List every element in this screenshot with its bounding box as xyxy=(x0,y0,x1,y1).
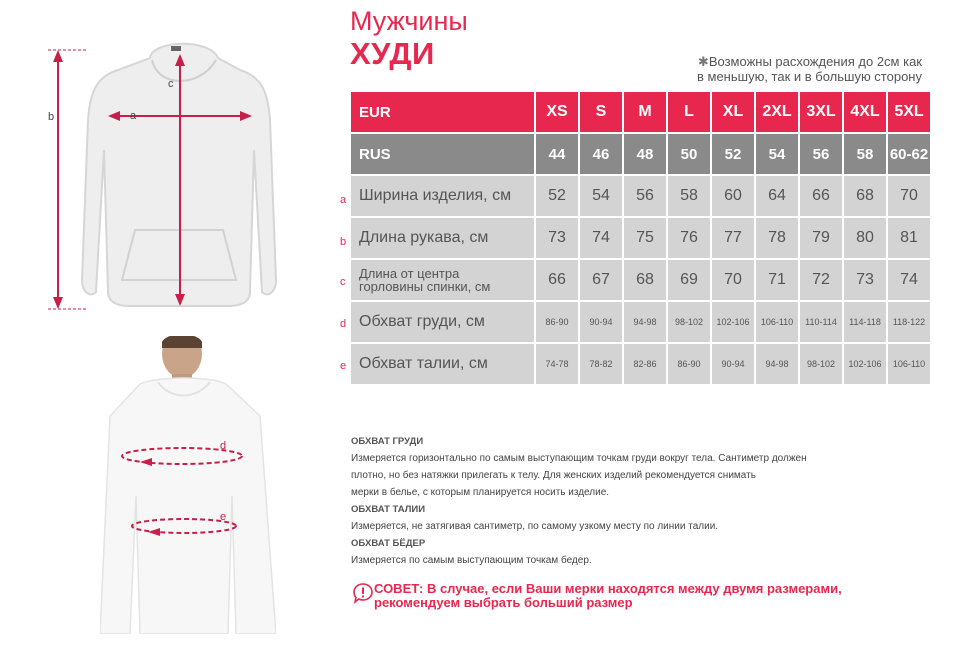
model-measurement-photo xyxy=(100,336,276,634)
row-letter-a: a xyxy=(340,194,347,206)
note-line-1: Возможны расхождения до 2см как xyxy=(708,54,922,69)
diagram-label-a: a xyxy=(130,110,137,122)
row-label-sleeve: Длина рукава, см xyxy=(351,218,534,258)
table-cell: S xyxy=(580,92,622,132)
table-cell: 64 xyxy=(756,176,798,216)
table-cell: 106-110 xyxy=(756,302,798,342)
table-cell: 90-94 xyxy=(712,344,754,384)
table-cell: 60 xyxy=(712,176,754,216)
table-cell: 52 xyxy=(536,176,578,216)
table-cell: 102-106 xyxy=(844,344,886,384)
table-cell: 114-118 xyxy=(844,302,886,342)
table-row-waist xyxy=(351,344,930,384)
row-letter-e: e xyxy=(340,360,347,372)
table-cell: 73 xyxy=(536,218,578,258)
page-title-gender: Мужчины xyxy=(350,6,468,36)
chest-heading: ОБХВАТ ГРУДИ xyxy=(351,436,424,447)
chest-text-line-2: плотно, но без натяжки прилегать к телу. Для женских изделий рекомендуется снимать xyxy=(351,470,756,481)
table-cell: 70 xyxy=(888,176,930,216)
table-cell: 86-90 xyxy=(668,344,710,384)
table-cell: 46 xyxy=(580,134,622,174)
page-title-product: ХУДИ xyxy=(350,36,435,71)
table-cell: 58 xyxy=(668,176,710,216)
table-cell: 82-86 xyxy=(624,344,666,384)
table-cell: 71 xyxy=(756,260,798,300)
table-cell: 50 xyxy=(668,134,710,174)
table-cell: 56 xyxy=(624,176,666,216)
table-cell: 52 xyxy=(712,134,754,174)
table-cell: 70 xyxy=(712,260,754,300)
hips-heading: ОБХВАТ БЁДЕР xyxy=(351,538,426,549)
waist-text: Измеряется, не затягивая сантиметр, по самому узкому месту по линии талии. xyxy=(351,521,719,532)
table-row-sleeve xyxy=(351,218,930,258)
size-note xyxy=(622,54,922,84)
table-cell: 74-78 xyxy=(536,344,578,384)
advice-tip xyxy=(352,582,932,610)
chest-text-line-3: мерки в белье, с которым планируется носить изделие. xyxy=(351,487,610,498)
table-cell: 68 xyxy=(844,176,886,216)
table-cell: XL xyxy=(712,92,754,132)
table-cell: 54 xyxy=(756,134,798,174)
row-letter-b: b xyxy=(340,236,347,248)
table-cell: 48 xyxy=(624,134,666,174)
tip-line-2: рекомендуем выбрать больший размер xyxy=(374,595,633,610)
table-cell: 94-98 xyxy=(756,344,798,384)
row-label-length xyxy=(351,260,534,300)
table-cell: 74 xyxy=(580,218,622,258)
asterisk-icon: ✱ xyxy=(697,54,709,69)
table-cell: 74 xyxy=(888,260,930,300)
table-cell: 2XL xyxy=(756,92,798,132)
table-cell: 81 xyxy=(888,218,930,258)
diagram-label-e: e xyxy=(220,511,227,523)
hoodie-measurement-diagram xyxy=(40,30,330,330)
diagram-label-b: b xyxy=(48,111,55,123)
row-label-length-line-1: Длина от центра xyxy=(359,266,460,281)
diagram-label-d: d xyxy=(220,440,227,452)
table-cell: 76 xyxy=(668,218,710,258)
eur-label: EUR xyxy=(351,92,534,132)
table-cell: L xyxy=(668,92,710,132)
table-cell: XS xyxy=(536,92,578,132)
table-row-eur xyxy=(351,92,930,132)
table-row-rus xyxy=(351,134,930,174)
row-label-length-line-2: горловины спинки, см xyxy=(359,279,491,294)
table-cell: 78-82 xyxy=(580,344,622,384)
waist-heading: ОБХВАТ ТАЛИИ xyxy=(351,504,426,515)
table-cell: 68 xyxy=(624,260,666,300)
table-cell: 67 xyxy=(580,260,622,300)
table-row-length xyxy=(351,260,930,300)
table-cell: 66 xyxy=(800,176,842,216)
row-letter-d: d xyxy=(340,318,347,330)
table-cell: 80 xyxy=(844,218,886,258)
tip-line-1: СОВЕТ: В случае, если Ваши мерки находятся между двумя размерами, xyxy=(374,581,842,596)
row-letter-c: c xyxy=(340,276,346,288)
table-cell: 54 xyxy=(580,176,622,216)
table-cell: 60-62 xyxy=(888,134,930,174)
table-cell: 69 xyxy=(668,260,710,300)
table-cell: 56 xyxy=(800,134,842,174)
tip-text xyxy=(374,582,842,610)
table-cell: 58 xyxy=(844,134,886,174)
table-cell: M xyxy=(624,92,666,132)
table-cell: 118-122 xyxy=(888,302,930,342)
row-label-width: Ширина изделия, см xyxy=(351,176,534,216)
table-cell: 98-102 xyxy=(800,344,842,384)
table-cell: 98-102 xyxy=(668,302,710,342)
chest-text-line-1: Измеряется горизонтально по самым выступающим точкам груди вокруг тела. Сантиметр должен xyxy=(351,453,807,464)
table-cell: 3XL xyxy=(800,92,842,132)
table-cell: 75 xyxy=(624,218,666,258)
row-label-waist: Обхват талии, см xyxy=(351,344,534,384)
table-cell: 4XL xyxy=(844,92,886,132)
table-cell: 86-90 xyxy=(536,302,578,342)
table-cell: 78 xyxy=(756,218,798,258)
speech-bubble-icon xyxy=(352,582,374,607)
diagram-label-c: c xyxy=(168,78,174,90)
table-cell: 44 xyxy=(536,134,578,174)
table-cell: 94-98 xyxy=(624,302,666,342)
table-cell: 5XL xyxy=(888,92,930,132)
size-chart-table xyxy=(349,90,932,386)
table-cell: 106-110 xyxy=(888,344,930,384)
table-cell: 66 xyxy=(536,260,578,300)
rus-label: RUS xyxy=(351,134,534,174)
table-cell: 110-114 xyxy=(800,302,842,342)
table-cell: 102-106 xyxy=(712,302,754,342)
hips-text: Измеряется по самым выступающим точкам бедер. xyxy=(351,555,592,566)
table-cell: 73 xyxy=(844,260,886,300)
table-row-chest xyxy=(351,302,930,342)
table-cell: 72 xyxy=(800,260,842,300)
note-line-2: в меньшую, так и в большую сторону xyxy=(697,69,922,84)
row-label-chest: Обхват груди, см xyxy=(351,302,534,342)
measurement-descriptions xyxy=(351,433,911,569)
table-row-width xyxy=(351,176,930,216)
table-cell: 77 xyxy=(712,218,754,258)
table-cell: 79 xyxy=(800,218,842,258)
table-cell: 90-94 xyxy=(580,302,622,342)
